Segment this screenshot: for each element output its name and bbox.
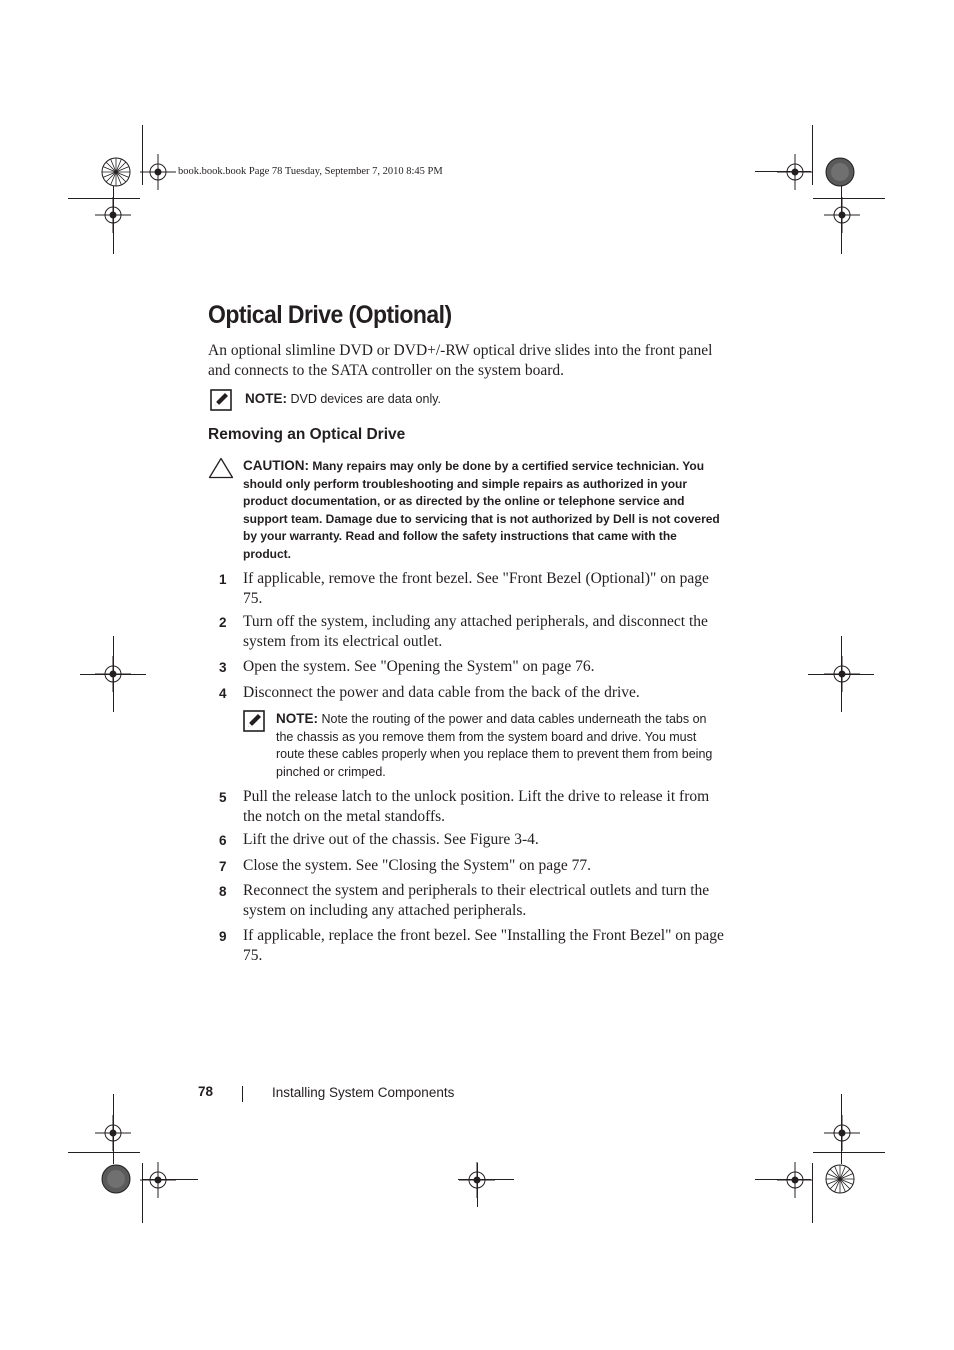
step-text: Lift the drive out of the chassis. See Figure 3-4. [243,831,539,848]
step-text: If applicable, replace the front bezel. See "Installing the Front Bezel" on page 75. [243,927,724,964]
step-text: Turn off the system, including any attached peripherals, and disconnect the system from its electrical outlet. [243,613,708,650]
note-pencil-icon [243,710,265,732]
gray-target-icon [825,157,855,187]
crop-line [813,1152,885,1153]
step-number: 6 [219,833,227,848]
step-number: 1 [219,572,227,587]
step-item [208,787,728,826]
registration-crosshair-icon [140,154,176,190]
step-item [208,856,728,876]
crop-line [841,1094,842,1164]
step-text: Open the system. See "Opening the System" on page 76. [243,658,595,675]
caution-label: CAUTION: [243,458,309,473]
registration-crosshair-icon [824,197,860,233]
step-text: Close the system. See "Closing the System" on page 77. [243,856,592,874]
registration-crosshair-icon [824,1115,860,1151]
starburst-target-icon [825,1164,855,1194]
note-label: NOTE: [276,711,318,726]
starburst-target-icon [101,157,131,187]
step-item [208,830,728,850]
step-number: 8 [219,884,227,899]
crop-line [142,1179,198,1180]
page-title: Optical Drive (Optional) [208,301,452,329]
step-number: 2 [219,615,227,630]
step-item [208,569,728,608]
step-item [208,683,728,703]
crop-line [808,674,874,675]
step-number: 5 [219,790,227,805]
step-item [208,612,728,651]
step-number: 4 [219,685,227,701]
caution-triangle-icon [208,457,234,479]
footer-separator [242,1086,243,1102]
crop-line [68,1152,140,1153]
step-item [208,881,728,920]
note-body: DVD devices are data only. [290,392,442,406]
crop-line [113,1094,114,1164]
caution-text [243,457,728,564]
crop-line [755,1179,811,1180]
note-pencil-icon [210,389,232,411]
registration-crosshair-icon [140,1162,176,1198]
step-number: 9 [219,929,227,944]
step-text: Reconnect the system and peripherals to their electrical outlets and turn the system on including any attached peripherals. [243,882,710,919]
step-text: Disconnect the power and data cable from the back of the drive. [243,683,640,701]
page-number: 78 [198,1084,214,1099]
crop-line [458,1179,514,1180]
step-number: 7 [219,858,227,874]
note-callout [243,710,728,781]
gray-target-icon [101,1164,131,1194]
step-note [208,710,728,781]
footer-section-title: Installing System Components [272,1085,455,1100]
step-item [208,657,728,677]
caution-callout [208,457,728,564]
procedure-steps [208,569,728,965]
registration-crosshair-icon [777,154,813,190]
step-text: If applicable, remove the front bezel. See "Front Bezel (Optional)" on page 75. [243,570,709,607]
note-text [276,710,726,781]
intro-paragraph: An optional slimline DVD or DVD+/-RW optical drive slides into the front panel and connects to the SATA controller on the system board. [208,342,713,379]
crop-line [113,182,114,254]
note-text [245,390,441,409]
step-text: Pull the release latch to the unlock position. Lift the drive to release it from the notch on the metal standoffs. [243,788,710,825]
crop-line [477,1163,478,1207]
step-item [208,926,728,965]
section-heading: Removing an Optical Drive [208,426,406,443]
crop-line [80,674,146,675]
step-number: 3 [219,660,227,675]
note-callout [210,389,441,411]
registration-crosshair-icon [777,1162,813,1198]
note-label: NOTE: [245,391,287,406]
caution-body: Many repairs may only be done by a certified service technician. You should only perform troubleshooting and simple repairs as authorized in your product documentation, or as directed by the online or telephone service and support team. Damage due to servicing that is not authorized by Dell is not covered by your warranty. Read and follow the safety instructions that came with the product. [243,459,720,561]
crop-line [841,182,842,254]
crop-line [755,171,811,172]
print-header: book.book.book Page 78 Tuesday, September 7, 2010 8:45 PM [178,166,443,177]
note-body: Note the routing of the power and data cables underneath the tabs on the chassis as you remove them from the system board and drive. You must route these cables properly when you replace them to prevent them from being pinched or crimped. [276,712,713,779]
